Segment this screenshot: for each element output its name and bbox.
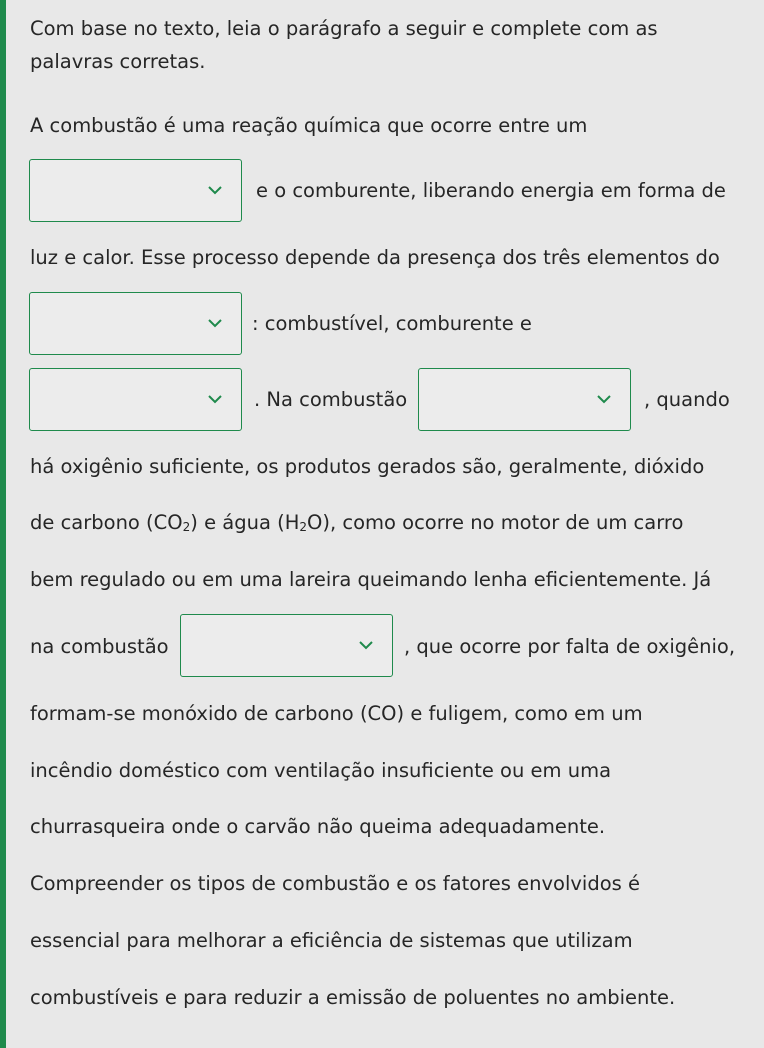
subscript-2: 2 — [182, 520, 191, 534]
paragraph-line-13: Compreender os tipos de combustão e os fatores envolvidos é — [30, 872, 640, 895]
instruction-line-1: Com base no texto, leia o parágrafo a seguir e complete com as — [30, 17, 658, 40]
chevron-down-icon — [596, 391, 612, 407]
paragraph-line-9a: na combustão — [30, 635, 169, 658]
text-segment: O), como ocorre no motor de um carro — [307, 511, 684, 534]
left-accent-bar — [0, 0, 6, 1048]
text-segment: de carbono (CO — [30, 511, 183, 534]
paragraph-line-1: A combustão é uma reação química que ocorre entre um — [30, 114, 588, 137]
blank-1-dropdown[interactable] — [29, 159, 242, 222]
paragraph-line-7 — [30, 509, 683, 537]
instruction-line-2: palavras corretas. — [30, 50, 206, 73]
blank-3-dropdown[interactable] — [29, 368, 242, 431]
subscript-2: 2 — [299, 520, 308, 534]
blank-2-dropdown[interactable] — [29, 292, 242, 355]
chevron-down-icon — [207, 182, 223, 198]
chevron-down-icon — [207, 315, 223, 331]
paragraph-line-10: formam-se monóxido de carbono (CO) e fuligem, como em um — [30, 702, 643, 725]
chevron-down-icon — [207, 391, 223, 407]
blank-4-dropdown[interactable] — [418, 368, 631, 431]
paragraph-line-15: combustíveis e para reduzir a emissão de poluentes no ambiente. — [30, 986, 676, 1009]
blank-5-dropdown[interactable] — [180, 614, 393, 677]
paragraph-line-2: e o comburente, liberando energia em forma de — [256, 179, 726, 202]
paragraph-line-12: churrasqueira onde o carvão não queima adequadamente. — [30, 815, 606, 838]
paragraph-line-11: incêndio doméstico com ventilação insuficiente ou em uma — [30, 759, 612, 782]
text-segment: ) e água (H — [190, 511, 300, 534]
paragraph-line-3: luz e calor. Esse processo depende da presença dos três elementos do — [30, 246, 720, 269]
paragraph-line-5b: , quando — [644, 388, 730, 411]
paragraph-line-4: : combustível, comburente e — [252, 312, 532, 335]
paragraph-line-14: essencial para melhorar a eficiência de sistemas que utilizam — [30, 929, 633, 952]
paragraph-line-9b: , que ocorre por falta de oxigênio, — [404, 635, 736, 658]
chevron-down-icon — [358, 637, 374, 653]
paragraph-line-5a: . Na combustão — [254, 388, 408, 411]
paragraph-line-6: há oxigênio suficiente, os produtos gerados são, geralmente, dióxido — [30, 455, 705, 478]
paragraph-line-8: bem regulado ou em uma lareira queimando lenha eficientemente. Já — [30, 568, 712, 591]
